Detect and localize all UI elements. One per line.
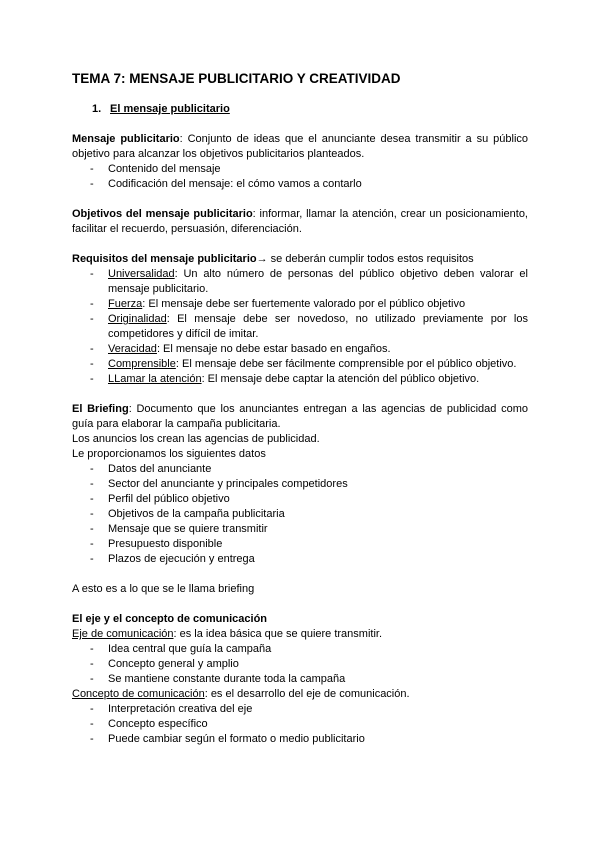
requisito-term: Fuerza <box>108 298 143 310</box>
requisitos-block <box>72 252 528 387</box>
objetivos-paragraph <box>72 207 528 237</box>
requisitos-text: → se deberán cumplir todos estos requisitos <box>256 253 474 265</box>
eje-term: Eje de comunicación <box>72 628 174 640</box>
list-item: - Datos del anunciante <box>72 462 528 477</box>
requisito-term: Universalidad <box>108 268 175 280</box>
requisito-text: : Un alto número de personas del público objetivo deben valorar el mensaje publicitario. <box>108 268 528 295</box>
requisito-term: Veracidad <box>108 343 157 355</box>
briefing-paragraph <box>72 402 528 432</box>
list-item: - Puede cambiar según el formato o medio publicitario <box>72 732 528 747</box>
concepto-text: : es el desarrollo del eje de comunicación. <box>204 688 410 700</box>
concepto-list <box>72 702 528 747</box>
mensaje-text: : Conjunto de ideas que el anunciante desea transmitir a su público objetivo para alcanzar los objetivos publicitarios planteados. <box>72 133 529 160</box>
requisito-text: : El mensaje debe ser fácilmente comprensible por el público objetivo. <box>175 358 517 370</box>
list-item <box>72 342 528 357</box>
section-heading <box>92 102 528 117</box>
briefing-text: : Documento que los anunciantes entregan a las agencias de publicidad como guía para elaborar la campaña publicitaria. <box>72 403 528 430</box>
list-item: - Mensaje que se quiere transmitir <box>72 522 528 537</box>
list-item: - Objetivos de la campaña publicitaria <box>72 507 528 522</box>
list-item: - Codificación del mensaje: el cómo vamos a contarlo <box>72 177 528 192</box>
section-number: 1. <box>92 103 102 115</box>
page-title: TEMA 7: MENSAJE PUBLICITARIO Y CREATIVIDAD <box>72 71 401 86</box>
requisito-term: Originalidad <box>108 313 167 325</box>
mensaje-block <box>72 132 528 192</box>
requisito-term: Comprensible <box>108 358 176 370</box>
list-item: - Se mantiene constante durante toda la campaña <box>72 672 528 687</box>
mensaje-list <box>72 162 528 192</box>
mensaje-term: Mensaje publicitario <box>72 133 180 145</box>
list-item: - Plazos de ejecución y entrega <box>72 552 528 567</box>
list-item <box>72 297 528 312</box>
requisito-text: : El mensaje no debe estar basado en engaños. <box>156 343 391 355</box>
requisito-text: : El mensaje debe ser novedoso, no utilizado previamente por los competidores y difícil de imitar. <box>108 313 528 340</box>
document-page <box>72 60 528 747</box>
requisito-text: : El mensaje debe ser fuertemente valorado por el público objetivo <box>142 298 466 310</box>
briefing-closing: A esto es a lo que se le llama briefing <box>72 583 255 595</box>
briefing-term: El Briefing <box>72 403 129 415</box>
list-item <box>72 357 528 372</box>
list-item: - Concepto general y amplio <box>72 657 528 672</box>
concepto-term: Concepto de comunicación <box>72 688 205 700</box>
list-item <box>72 267 528 297</box>
list-item: - Concepto específico <box>72 717 528 732</box>
requisitos-list <box>72 267 528 387</box>
eje-heading-text: El eje y el concepto de comunicación <box>72 613 268 625</box>
list-item: - Presupuesto disponible <box>72 537 528 552</box>
objetivos-term: Objetivos del mensaje publicitario <box>72 208 253 220</box>
eje-paragraph <box>72 627 528 642</box>
requisitos-paragraph <box>72 252 528 267</box>
requisito-term: LLamar la atención <box>108 373 202 385</box>
briefing-block <box>72 402 528 597</box>
concepto-paragraph <box>72 687 528 702</box>
objetivos-text: : informar, llamar la atención, crear un posicionamiento, facilitar el recuerdo, persuasión, diferenciación. <box>72 208 528 235</box>
list-item: - Contenido del mensaje <box>72 162 528 177</box>
list-item <box>72 372 528 387</box>
list-item: - Idea central que guía la campaña <box>72 642 528 657</box>
mensaje-paragraph <box>72 132 528 162</box>
objetivos-block <box>72 207 528 237</box>
eje-text: : es la idea básica que se quiere transmitir. <box>173 628 383 640</box>
list-item: - Perfil del público objetivo <box>72 492 528 507</box>
eje-heading <box>72 612 528 627</box>
eje-list <box>72 642 528 687</box>
list-item: - Interpretación creativa del eje <box>72 702 528 717</box>
eje-block <box>72 612 528 747</box>
list-item <box>72 312 528 342</box>
briefing-line: Los anuncios los crean las agencias de publicidad. <box>72 433 320 445</box>
section-label: El mensaje publicitario <box>110 103 230 115</box>
requisitos-term: Requisitos del mensaje publicitario <box>72 253 257 265</box>
requisito-text: : El mensaje debe captar la atención del público objetivo. <box>201 373 480 385</box>
list-item: - Sector del anunciante y principales competidores <box>72 477 528 492</box>
briefing-line: Le proporcionamos los siguientes datos <box>72 448 266 460</box>
briefing-list <box>72 462 528 567</box>
